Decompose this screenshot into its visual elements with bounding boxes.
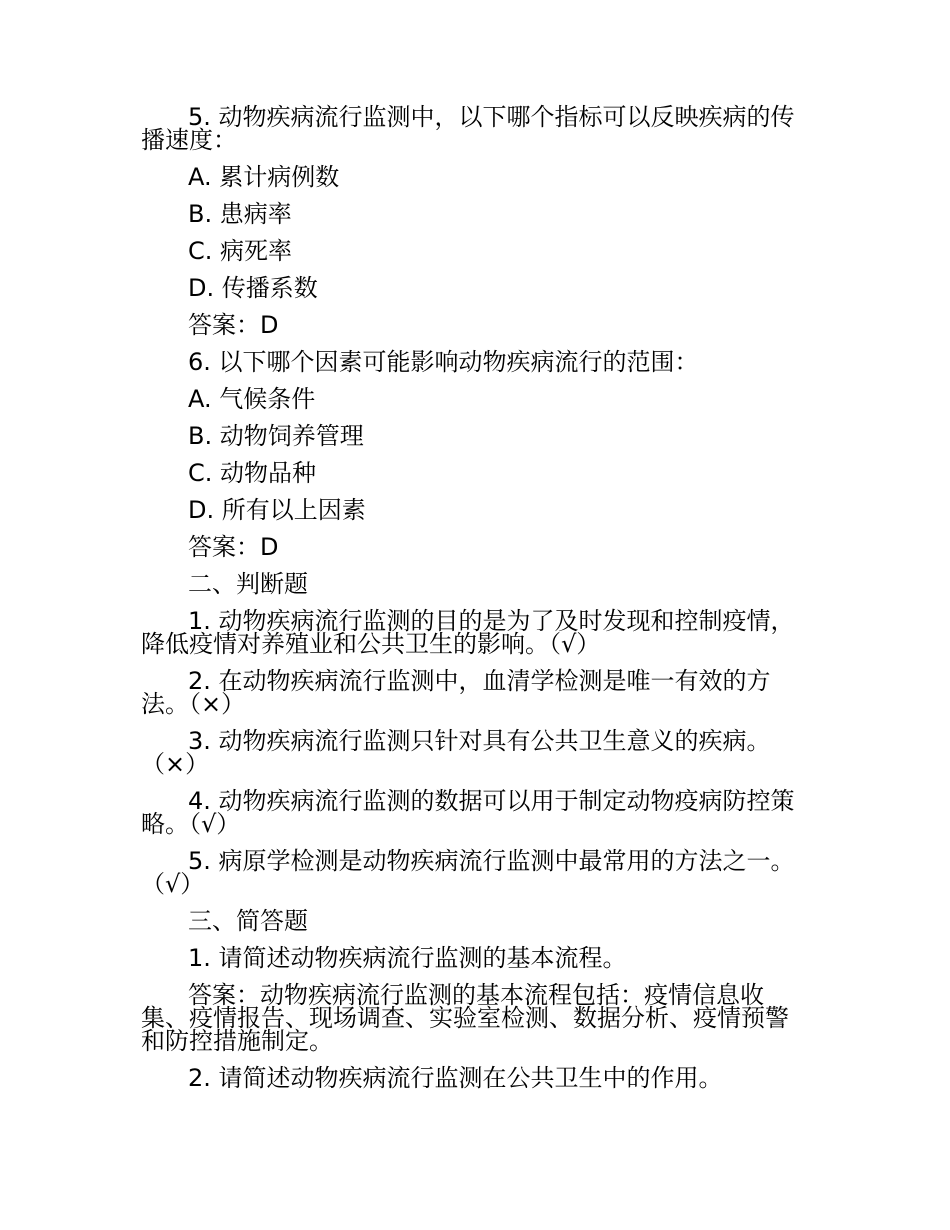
q6-option-d: D. 所有以上因素 (188, 496, 366, 524)
q6-answer: 答案：D (188, 533, 279, 561)
tf-item-2: 2. 在动物疾病流行监测中，血清学检测是唯一有效的方法。（×） (141, 667, 771, 718)
tf-item-1: 1. 动物疾病流行监测的目的是为了及时发现和控制疫情，降低疫情对养殖业和公共卫生的影响。（√） (141, 607, 795, 658)
q6-option-a: A. 气候条件 (188, 385, 316, 413)
question-6-stem: 6. 以下哪个因素可能影响动物疾病流行的范围： (188, 348, 699, 376)
section-short-answer-heading: 三、简答题 (188, 907, 308, 935)
tf-item-3: 3. 动物疾病流行监测只针对具有公共卫生意义的疾病。（×） (141, 727, 771, 778)
q5-option-a: A. 累计病例数 (188, 163, 340, 191)
q5-option-d: D. 传播系数 (188, 274, 318, 302)
q5-option-c: C. 病死率 (188, 237, 293, 265)
sa-answer-1: 答案：动物疾病流行监测的基本流程包括：疫情信息收集、疫情报告、现场调查、实验室检测、数据分析、疫情预警和防控措施制定。 (141, 981, 789, 1055)
q6-option-c: C. 动物品种 (188, 459, 317, 487)
tf-item-4: 4. 动物疾病流行监测的数据可以用于制定动物疫病防控策略。（√） (141, 787, 795, 838)
sa-question-2: 2. 请简述动物疾病流行监测在公共卫生中的作用。 (188, 1064, 723, 1092)
q6-option-b: B. 动物饲养管理 (188, 422, 364, 450)
document-page (141, 103, 811, 1104)
question-5-stem: 5. 动物疾病流行监测中，以下哪个指标可以反映疾病的传播速度： (141, 103, 795, 154)
q5-answer: 答案：D (188, 311, 279, 339)
tf-item-5: 5. 病原学检测是动物疾病流行监测中最常用的方法之一。（√） (141, 847, 795, 898)
section-true-false-heading: 二、判断题 (188, 570, 308, 598)
q5-option-b: B. 患病率 (188, 200, 292, 228)
sa-question-1: 1. 请简述动物疾病流行监测的基本流程。 (188, 944, 627, 972)
